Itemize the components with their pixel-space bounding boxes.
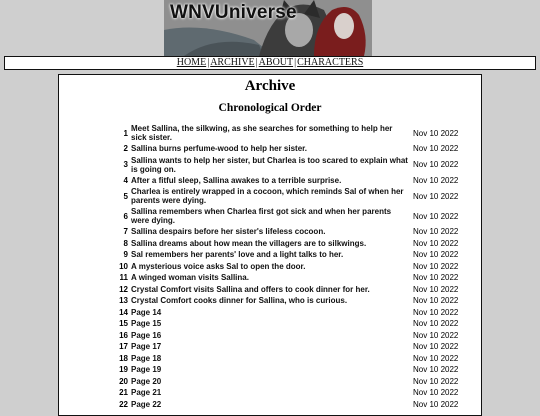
entry-date: Nov 10 2022 — [413, 330, 459, 340]
archive-table — [115, 123, 473, 410]
entry-number: 16 — [119, 330, 128, 340]
entry-title-link[interactable]: Sallina burns perfume-wood to help her sister. — [131, 144, 308, 154]
entry-title-link[interactable]: Page 19 — [131, 365, 162, 375]
archive-row[interactable] — [115, 272, 473, 284]
page-title: Archive — [244, 78, 296, 94]
entry-title-link[interactable]: Page 17 — [131, 342, 162, 352]
entry-date: Nov 10 2022 — [413, 261, 459, 271]
entry-number: 15 — [119, 319, 128, 329]
entry-title-cell — [131, 226, 413, 238]
site-logo[interactable]: WNVUniverse — [170, 2, 297, 23]
entry-title-cell — [131, 155, 413, 175]
archive-row[interactable] — [115, 399, 473, 411]
entry-title-cell — [131, 261, 413, 273]
entry-title-link[interactable]: Sallina remembers when Charlea first got sick and when her parents were dying. — [131, 207, 392, 225]
entry-title-link[interactable]: Page 16 — [131, 330, 162, 340]
entry-number: 10 — [119, 261, 128, 271]
entry-number: 22 — [119, 399, 128, 409]
entry-title-link[interactable]: Charlea is entirely wrapped in a cocoon, which reminds Sal of when her parents were dying. — [131, 187, 404, 205]
entry-number: 4 — [123, 175, 128, 185]
entry-title-cell — [131, 175, 413, 187]
archive-row[interactable] — [115, 295, 473, 307]
entry-date: Nov 10 2022 — [413, 175, 459, 185]
nav-separator: | — [207, 57, 210, 68]
section-heading: Chronological Order — [218, 102, 322, 114]
entry-number: 7 — [123, 227, 128, 237]
site-banner[interactable] — [164, 0, 372, 56]
archive-row[interactable] — [115, 261, 473, 273]
entry-title-link[interactable]: Sallina despairs before her sister's lifeless cocoon. — [131, 227, 326, 237]
archive-row[interactable] — [115, 238, 473, 250]
entry-title-cell — [131, 186, 413, 206]
entry-title-cell — [131, 249, 413, 261]
archive-row[interactable] — [115, 123, 473, 143]
entry-number: 3 — [123, 160, 128, 169]
entry-title-cell — [131, 387, 413, 399]
entry-title-cell — [131, 353, 413, 365]
entry-title-cell — [131, 330, 413, 342]
nav-link-about[interactable]: ABOUT — [258, 57, 294, 68]
archive-row[interactable] — [115, 249, 473, 261]
entry-title-link[interactable]: Sallina wants to help her sister, but Charlea is too scared to explain what is going on. — [131, 155, 408, 174]
entry-title-link[interactable]: Page 15 — [131, 319, 162, 329]
archive-row[interactable] — [115, 307, 473, 319]
entry-number: 1 — [123, 128, 128, 138]
entry-title-link[interactable]: Page 21 — [131, 388, 162, 398]
entry-number: 20 — [119, 376, 128, 386]
entry-number: 2 — [123, 144, 128, 154]
entry-title-cell — [131, 284, 413, 296]
entry-number: 6 — [123, 211, 128, 221]
archive-row[interactable] — [115, 387, 473, 399]
archive-row[interactable] — [115, 330, 473, 342]
entry-title-cell — [131, 341, 413, 353]
archive-row[interactable] — [115, 353, 473, 365]
entry-date: Nov 10 2022 — [413, 284, 459, 294]
archive-row[interactable] — [115, 284, 473, 296]
entry-date: Nov 10 2022 — [413, 160, 459, 169]
entry-title-link[interactable]: Sallina dreams about how mean the villagers are to silkwings. — [131, 238, 367, 248]
entry-date: Nov 10 2022 — [413, 128, 459, 138]
entry-number: 5 — [123, 191, 128, 201]
entry-title-cell — [131, 399, 413, 411]
entry-title-link[interactable]: A winged woman visits Sallina. — [131, 273, 249, 283]
entry-number: 18 — [119, 353, 128, 363]
entry-date: Nov 10 2022 — [413, 211, 459, 221]
entry-date: Nov 10 2022 — [413, 227, 459, 237]
entry-date: Nov 10 2022 — [413, 376, 459, 386]
entry-title-cell — [131, 376, 413, 388]
entry-title-link[interactable]: Sal remembers her parents' love and a light talks to her. — [131, 250, 344, 260]
entry-date: Nov 10 2022 — [413, 144, 459, 154]
entry-title-cell — [131, 307, 413, 319]
entry-number: 9 — [123, 250, 128, 260]
archive-row[interactable] — [115, 143, 473, 155]
archive-row[interactable] — [115, 341, 473, 353]
nav-link-archive[interactable]: ARCHIVE — [210, 57, 255, 68]
archive-panel — [58, 74, 482, 416]
entry-title-cell — [131, 143, 413, 155]
entry-title-link[interactable]: Page 18 — [131, 353, 162, 363]
entry-date: Nov 10 2022 — [413, 273, 459, 283]
entry-number: 21 — [119, 388, 128, 398]
entry-date: Nov 10 2022 — [413, 342, 459, 352]
entry-date: Nov 10 2022 — [413, 307, 459, 317]
entry-title-cell — [131, 206, 413, 226]
entry-number: 17 — [119, 342, 128, 352]
nav-separator: | — [255, 57, 258, 68]
entry-title-link[interactable]: Crystal Comfort cooks dinner for Sallina, who is curious. — [131, 296, 348, 306]
nav-bar — [4, 56, 536, 70]
entry-date: Nov 10 2022 — [413, 365, 459, 375]
entry-title-link[interactable]: After a fitful sleep, Sallina awakes to a terrible surprise. — [131, 175, 342, 185]
entry-title-link[interactable]: Page 22 — [131, 399, 162, 409]
archive-row[interactable] — [115, 155, 473, 175]
archive-row[interactable] — [115, 364, 473, 376]
entry-date: Nov 10 2022 — [413, 388, 459, 398]
entry-title-link[interactable]: Meet Sallina, the silkwing, as she searches for something to help her sick sister. — [131, 124, 393, 142]
nav-separator: | — [294, 57, 297, 68]
entry-number: 14 — [119, 307, 128, 317]
entry-number: 8 — [123, 238, 128, 248]
entry-title-link[interactable]: Page 14 — [131, 307, 162, 317]
entry-number: 12 — [119, 284, 128, 294]
entry-number: 13 — [119, 296, 128, 306]
entry-title-cell — [131, 123, 413, 143]
entry-date: Nov 10 2022 — [413, 250, 459, 260]
entry-title-cell — [131, 364, 413, 376]
archive-row[interactable] — [115, 175, 473, 187]
entry-date: Nov 10 2022 — [413, 191, 459, 201]
entry-date: Nov 10 2022 — [413, 296, 459, 306]
archive-row[interactable] — [115, 226, 473, 238]
entry-date: Nov 10 2022 — [413, 399, 459, 409]
archive-row[interactable] — [115, 376, 473, 388]
entry-title-cell — [131, 295, 413, 307]
archive-row[interactable] — [115, 318, 473, 330]
entry-title-cell — [131, 272, 413, 284]
nav-link-home[interactable]: HOME — [176, 57, 207, 68]
entry-title-link[interactable]: Crystal Comfort visits Sallina and offers to cook dinner for her. — [131, 284, 370, 294]
entry-title-cell — [131, 238, 413, 250]
entry-title-cell — [131, 318, 413, 330]
entry-number: 19 — [119, 365, 128, 375]
entry-date: Nov 10 2022 — [413, 319, 459, 329]
entry-date: Nov 10 2022 — [413, 353, 459, 363]
entry-date: Nov 10 2022 — [413, 238, 459, 248]
archive-row[interactable] — [115, 206, 473, 226]
entry-title-link[interactable]: Page 20 — [131, 376, 162, 386]
nav-link-characters[interactable]: CHARACTERS — [297, 57, 364, 68]
entry-title-link[interactable]: A mysterious voice asks Sal to open the door. — [131, 261, 306, 271]
entry-number: 11 — [119, 273, 128, 283]
archive-row[interactable] — [115, 186, 473, 206]
